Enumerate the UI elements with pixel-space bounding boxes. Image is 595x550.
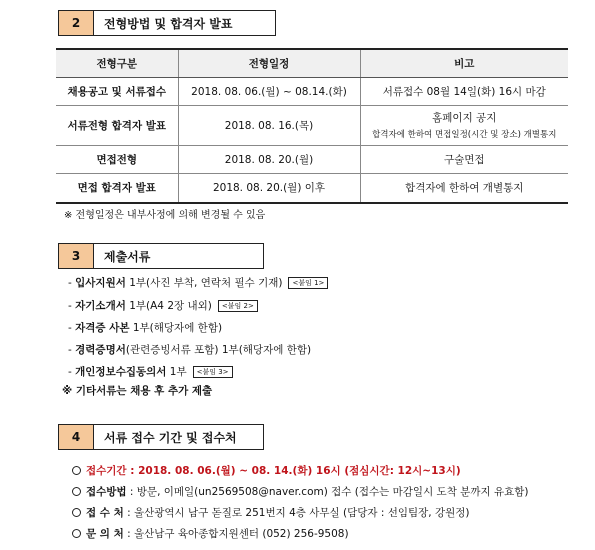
info-period <box>72 463 461 478</box>
info-label: 접수방법 <box>86 486 127 498</box>
note-cell: 구술면접 <box>360 145 568 173</box>
attachment-tag: <붙임 2> <box>218 300 258 312</box>
section-number: 2 <box>58 10 94 36</box>
list-item <box>68 320 222 335</box>
document-name: 자격증 사본 <box>75 322 130 334</box>
note-sub: 합격자에 한하여 면접일정(시간 및 장소) 개별통지 <box>372 130 557 140</box>
document-detail: 1부 <box>166 366 187 378</box>
column-header: 비고 <box>360 49 568 77</box>
stage-cell: 서류전형 합격자 발표 <box>56 105 178 145</box>
info-value: : 울산광역시 남구 돋질로 251번지 4층 사무실 (담당자 : 선임팀장, 강원정) <box>123 507 470 519</box>
list-dash: - <box>68 322 76 334</box>
date-cell: 2018. 08. 20.(월) 이후 <box>178 173 360 203</box>
list-item <box>68 298 258 313</box>
schedule-footnote: ※ 전형일정은 내부사정에 의해 변경될 수 있음 <box>64 210 266 221</box>
circle-bullet-icon <box>72 466 81 475</box>
list-dash: - <box>68 300 76 312</box>
table-header-row <box>56 49 568 77</box>
info-method <box>72 484 528 499</box>
info-label: 문 의 처 <box>86 528 124 540</box>
section-4-header <box>58 424 264 450</box>
note-main: 홈페이지 공지 <box>432 112 497 124</box>
note-cell: 서류접수 08월 14일(화) 16시 마감 <box>360 77 568 105</box>
list-item <box>68 364 233 379</box>
circle-bullet-icon <box>72 529 81 538</box>
attachment-tag: <붙임 3> <box>193 366 233 378</box>
date-cell: 2018. 08. 20.(월) <box>178 145 360 173</box>
stage-cell: 채용공고 및 서류접수 <box>56 77 178 105</box>
note-cell <box>360 105 568 145</box>
info-label: 접 수 처 <box>86 507 124 519</box>
circle-bullet-icon <box>72 508 81 517</box>
section-title: 제출서류 <box>94 243 264 269</box>
circle-bullet-icon <box>72 487 81 496</box>
section-title: 서류 접수 기간 및 접수처 <box>94 424 264 450</box>
table-row <box>56 77 568 105</box>
note-cell: 합격자에 한하여 개별통지 <box>360 173 568 203</box>
list-dash: - <box>68 366 76 378</box>
stage-cell: 면접 합격자 발표 <box>56 173 178 203</box>
attachment-tag: <붙임 1> <box>288 277 328 289</box>
stage-cell: 면접전형 <box>56 145 178 173</box>
section-number: 3 <box>58 243 94 269</box>
document-name: 입사지원서 <box>75 277 126 289</box>
list-dash: - <box>68 277 76 289</box>
document-detail: 1부(해당자에 한함) <box>129 322 223 334</box>
document-detail: 1부(사진 부착, 연락처 필수 기재) <box>125 277 283 289</box>
document-name: 자기소개서 <box>75 300 126 312</box>
section-title: 전형방법 및 합격자 발표 <box>94 10 276 36</box>
table-row <box>56 173 568 203</box>
document-detail: (관련증빙서류 포함) 1부(해당자에 한함) <box>125 344 312 356</box>
info-value: : 방문, 이메일(un2569508@naver.com) 접수 (접수는 마감일시 도착 분까지 유효함) <box>126 486 529 498</box>
column-header: 전형구분 <box>56 49 178 77</box>
table-row <box>56 105 568 145</box>
column-header: 전형일정 <box>178 49 360 77</box>
schedule-table <box>56 48 568 204</box>
other-docs-note: ※ 기타서류는 채용 후 추가 제출 <box>62 385 213 397</box>
section-2-header <box>58 10 276 36</box>
section-number: 4 <box>58 424 94 450</box>
info-label: 접수기간 <box>86 465 127 477</box>
section-3-header <box>58 243 264 269</box>
info-contact <box>72 526 349 541</box>
document-name: 개인정보수집동의서 <box>75 366 167 378</box>
list-item <box>68 275 328 290</box>
list-item <box>68 342 311 357</box>
info-value: : 2018. 08. 06.(월) ~ 08. 14.(화) 16시 (점심시간: 12시~13시) <box>126 465 461 477</box>
info-place <box>72 505 470 520</box>
document-detail: 1부(A4 2장 내외) <box>125 300 212 312</box>
list-dash: - <box>68 344 76 356</box>
document-name: 경력증명서 <box>75 344 126 356</box>
date-cell: 2018. 08. 16.(목) <box>178 105 360 145</box>
info-value: : 울산남구 육아종합지원센터 (052) 256-9508) <box>123 528 349 540</box>
date-cell: 2018. 08. 06.(월) ~ 08.14.(화) <box>178 77 360 105</box>
table-row <box>56 145 568 173</box>
